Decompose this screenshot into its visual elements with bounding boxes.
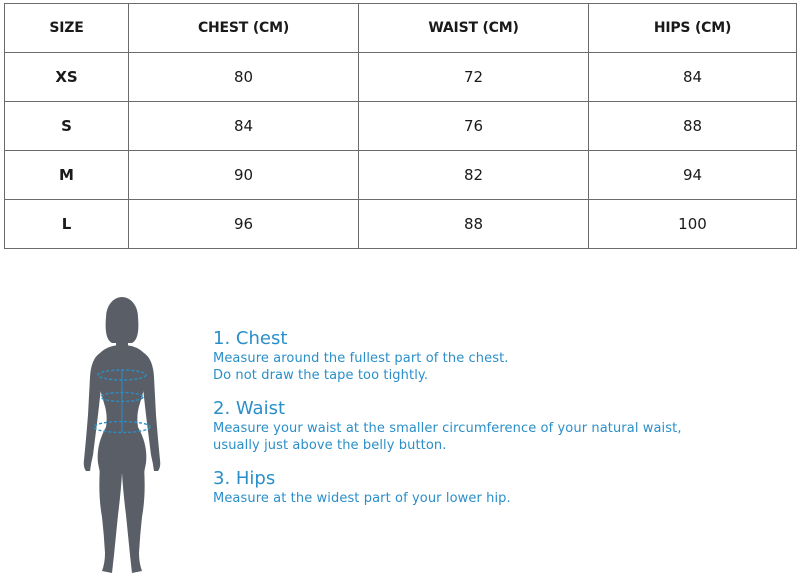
table-header-row [5, 4, 797, 53]
waist-instruction: Measure your waist at the smaller circumference of your natural waist, [213, 421, 682, 436]
chest-cell: 96 [129, 200, 359, 249]
table-row [5, 102, 797, 151]
hips-instruction: Measure at the widest part of your lower hip. [213, 491, 511, 506]
guide-chest [213, 328, 773, 384]
header-chest: CHEST (CM) [129, 4, 359, 53]
hips-heading: 3. Hips [213, 468, 276, 489]
chest-instruction: Measure around the fullest part of the chest. [213, 351, 509, 366]
header-waist: WAIST (CM) [359, 4, 589, 53]
header-size: SIZE [5, 4, 129, 53]
guide-hips [213, 468, 773, 507]
hips-cell: 88 [589, 102, 797, 151]
chest-cell: 80 [129, 53, 359, 102]
waist-cell: 88 [359, 200, 589, 249]
table-row [5, 200, 797, 249]
chest-instruction: Do not draw the tape too tightly. [213, 368, 429, 383]
size-cell: M [5, 151, 129, 200]
waist-cell: 72 [359, 53, 589, 102]
size-cell: L [5, 200, 129, 249]
size-cell: S [5, 102, 129, 151]
hips-cell: 100 [589, 200, 797, 249]
measurement-guide [213, 328, 773, 521]
table-row [5, 151, 797, 200]
waist-cell: 82 [359, 151, 589, 200]
waist-cell: 76 [359, 102, 589, 151]
waist-instruction: usually just above the belly button. [213, 438, 447, 453]
table-row [5, 53, 797, 102]
hips-cell: 94 [589, 151, 797, 200]
hips-cell: 84 [589, 53, 797, 102]
header-hips: HIPS (CM) [589, 4, 797, 53]
size-cell: XS [5, 53, 129, 102]
body-silhouette-icon [78, 295, 166, 580]
chest-cell: 90 [129, 151, 359, 200]
size-chart-table [4, 3, 797, 249]
chest-heading: 1. Chest [213, 328, 288, 349]
guide-waist [213, 398, 773, 454]
chest-cell: 84 [129, 102, 359, 151]
waist-heading: 2. Waist [213, 398, 286, 419]
